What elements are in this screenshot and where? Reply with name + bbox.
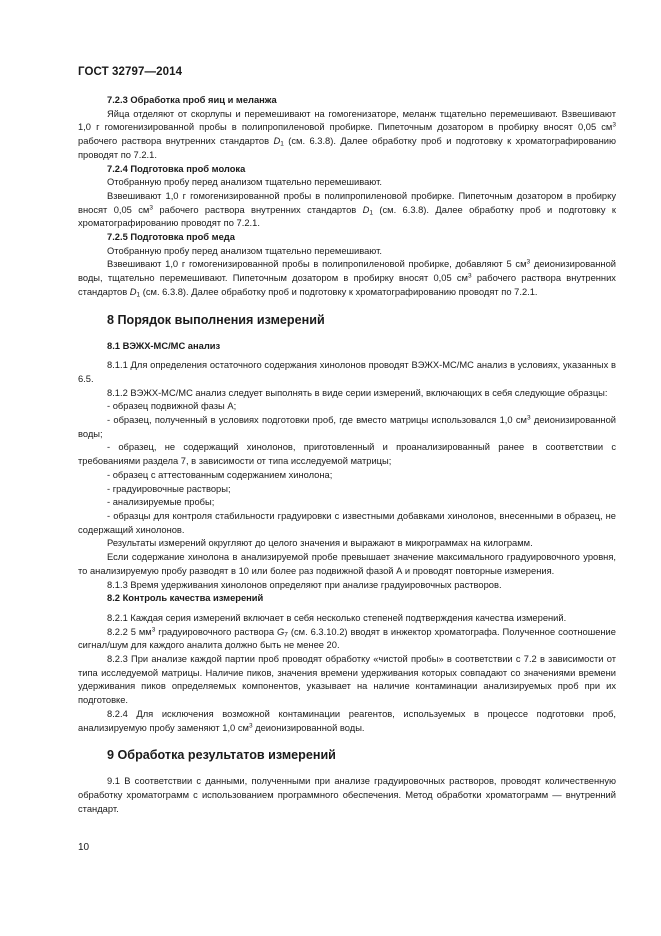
paragraph: Результаты измерений округляют до целого значения и выражают в микрограммах на килограмм. <box>107 538 533 549</box>
document-body <box>78 94 616 816</box>
document-id: ГОСТ 32797—2014 <box>78 66 183 78</box>
paragraph: 8.2.2 5 $мм^3$ градуировочного раствора $G_7$ (см. 6.3.10.2) вводят в инжектор хроматографа. Полученное соотношение сигнал/шум для каждого аналита должно быть не менее 20. <box>78 626 616 651</box>
section-9-title: 9 Обработка результатов измерений <box>107 748 336 763</box>
paragraph: 8.1.2 ВЭЖХ-МС/МС анализ следует выполнять в виде серии измерений, включающих в себя следующие образцы: <box>107 387 608 398</box>
section-7-2-5-title: 7.2.5 Подготовка проб меда <box>107 232 235 243</box>
paragraph: 8.2.1 Каждая серия измерений включает в себя несколько степеней подтверждения качества измерений. <box>107 612 567 623</box>
list-item: - образец подвижной фазы А; <box>107 401 237 412</box>
section-8-2-title: 8.2 Контроль качества измерений <box>107 593 264 604</box>
paragraph: 8.1.1 Для определения остаточного содержания хинолонов проводят ВЭЖХ-МС/МС анализ в условиях, указанных в 6.5. <box>78 360 616 384</box>
section-8-title: 8 Порядок выполнения измерений <box>107 312 325 327</box>
section-8-1-title: 8.1 ВЭЖХ-МС/МС анализ <box>107 340 221 351</box>
paragraph: Отобранную пробу перед анализом тщательно перемешивают. <box>107 245 382 256</box>
page-number: 10 <box>78 842 90 853</box>
paragraph: 9.1 В соответствии с данными, полученными при анализе градуировочных растворов, проводят количественную обработку хроматограмм с использованием программного обеспечения. Метод обработки хроматограмм — внутренний стандарт. <box>78 776 616 814</box>
paragraph: 8.2.3 При анализе каждой партии проб проводят обработку «чистой пробы» в соответствии с 7.2 в зависимости от типа исследуемой матрицы. Наличие пиков, значения времени удерживания которых совпадают со значениями времени удерживания пиков определяемых компонентов, указывает на наличие контаминации анализируемых проб при их подготовке. <box>78 654 616 706</box>
paragraph: Яйца отделяют от скорлупы и перемешивают на гомогенизаторе, меланж тщательно перемешивают. Взвешивают 1,0 г гомогенизированной пробы в полипропиленовой пробирке. Пипеточным дозатором в пробирку вносят 0,05 $см^3$ рабочего раствора внутренних стандартов $D_1$ (см. 6.3.8). Далее обработку проб и подготовку к хроматографированию проводят по 7.2.1. <box>78 108 617 160</box>
paragraph: Если содержание хинолона в анализируемой пробе превышает значение максимального градуировочного уровня, то анализируемую пробу разводят в 10 или более раз подвижной фазой А и проводят повторные измерения. <box>78 552 616 576</box>
list-item: - градуировочные растворы; <box>107 483 231 494</box>
list-item: - анализируемые пробы; <box>107 497 215 508</box>
paragraph: Взвешивают 1,0 г гомогенизированной пробы в полипропиленовой пробирке, добавляют 5 $см^3$ деионизированной воды, тщательно перемешивают. Пипеточным дозатором в пробирку вносят 0,05 $см^3$ рабочего раствора внутренних стандартов $D_1$ (см. 6.3.8). Далее обработку проб и подготовку к хроматографированию проводят по 7.2.1. <box>78 258 617 299</box>
paragraph: 8.1.3 Время удерживания хинолонов определяют при анализе градуировочных растворов. <box>107 579 502 590</box>
list-item: - образец, полученный в условиях подготовки проб, где вместо матрицы использовался 1,0 $см^3$ деионизированной воды; <box>78 414 616 439</box>
list-item: - образцы для контроля стабильности градуировки с известными добавками хинолонов, внесенными в образец, не содержащий хинолонов. <box>78 510 616 535</box>
paragraph: Отобранную пробу перед анализом тщательно перемешивают. <box>107 177 382 188</box>
list-item: - образец с аттестованным содержанием хинолона; <box>107 469 333 480</box>
paragraph: 8.2.4 Для исключения возможной контаминации реагентов, используемых в процессе подготовки проб, анализируемую пробу заменяют 1,0 $см^3$ деионизированной воды. <box>78 708 616 733</box>
section-7-2-3-title: 7.2.3 Обработка проб яиц и меланжа <box>107 95 277 105</box>
paragraph: Взвешивают 1,0 г гомогенизированной пробы в полипропиленовой пробирке. Пипеточным дозатором в пробирку вносят 0,05 $см^3$ рабочего раствора внутренних стандартов $D_1$ (см. 6.3.8). Далее обработку проб и подготовку к хроматографированию проводят по 7.2.1. <box>78 190 616 229</box>
section-7-2-4-title: 7.2.4 Подготовка проб молока <box>107 163 246 174</box>
list-item: - образец, не содержащий хинолонов, приготовленный и проанализированный ранее в соответствии с требованиями раздела 7, в зависимости от типа исследуемой матрицы; <box>78 442 616 467</box>
